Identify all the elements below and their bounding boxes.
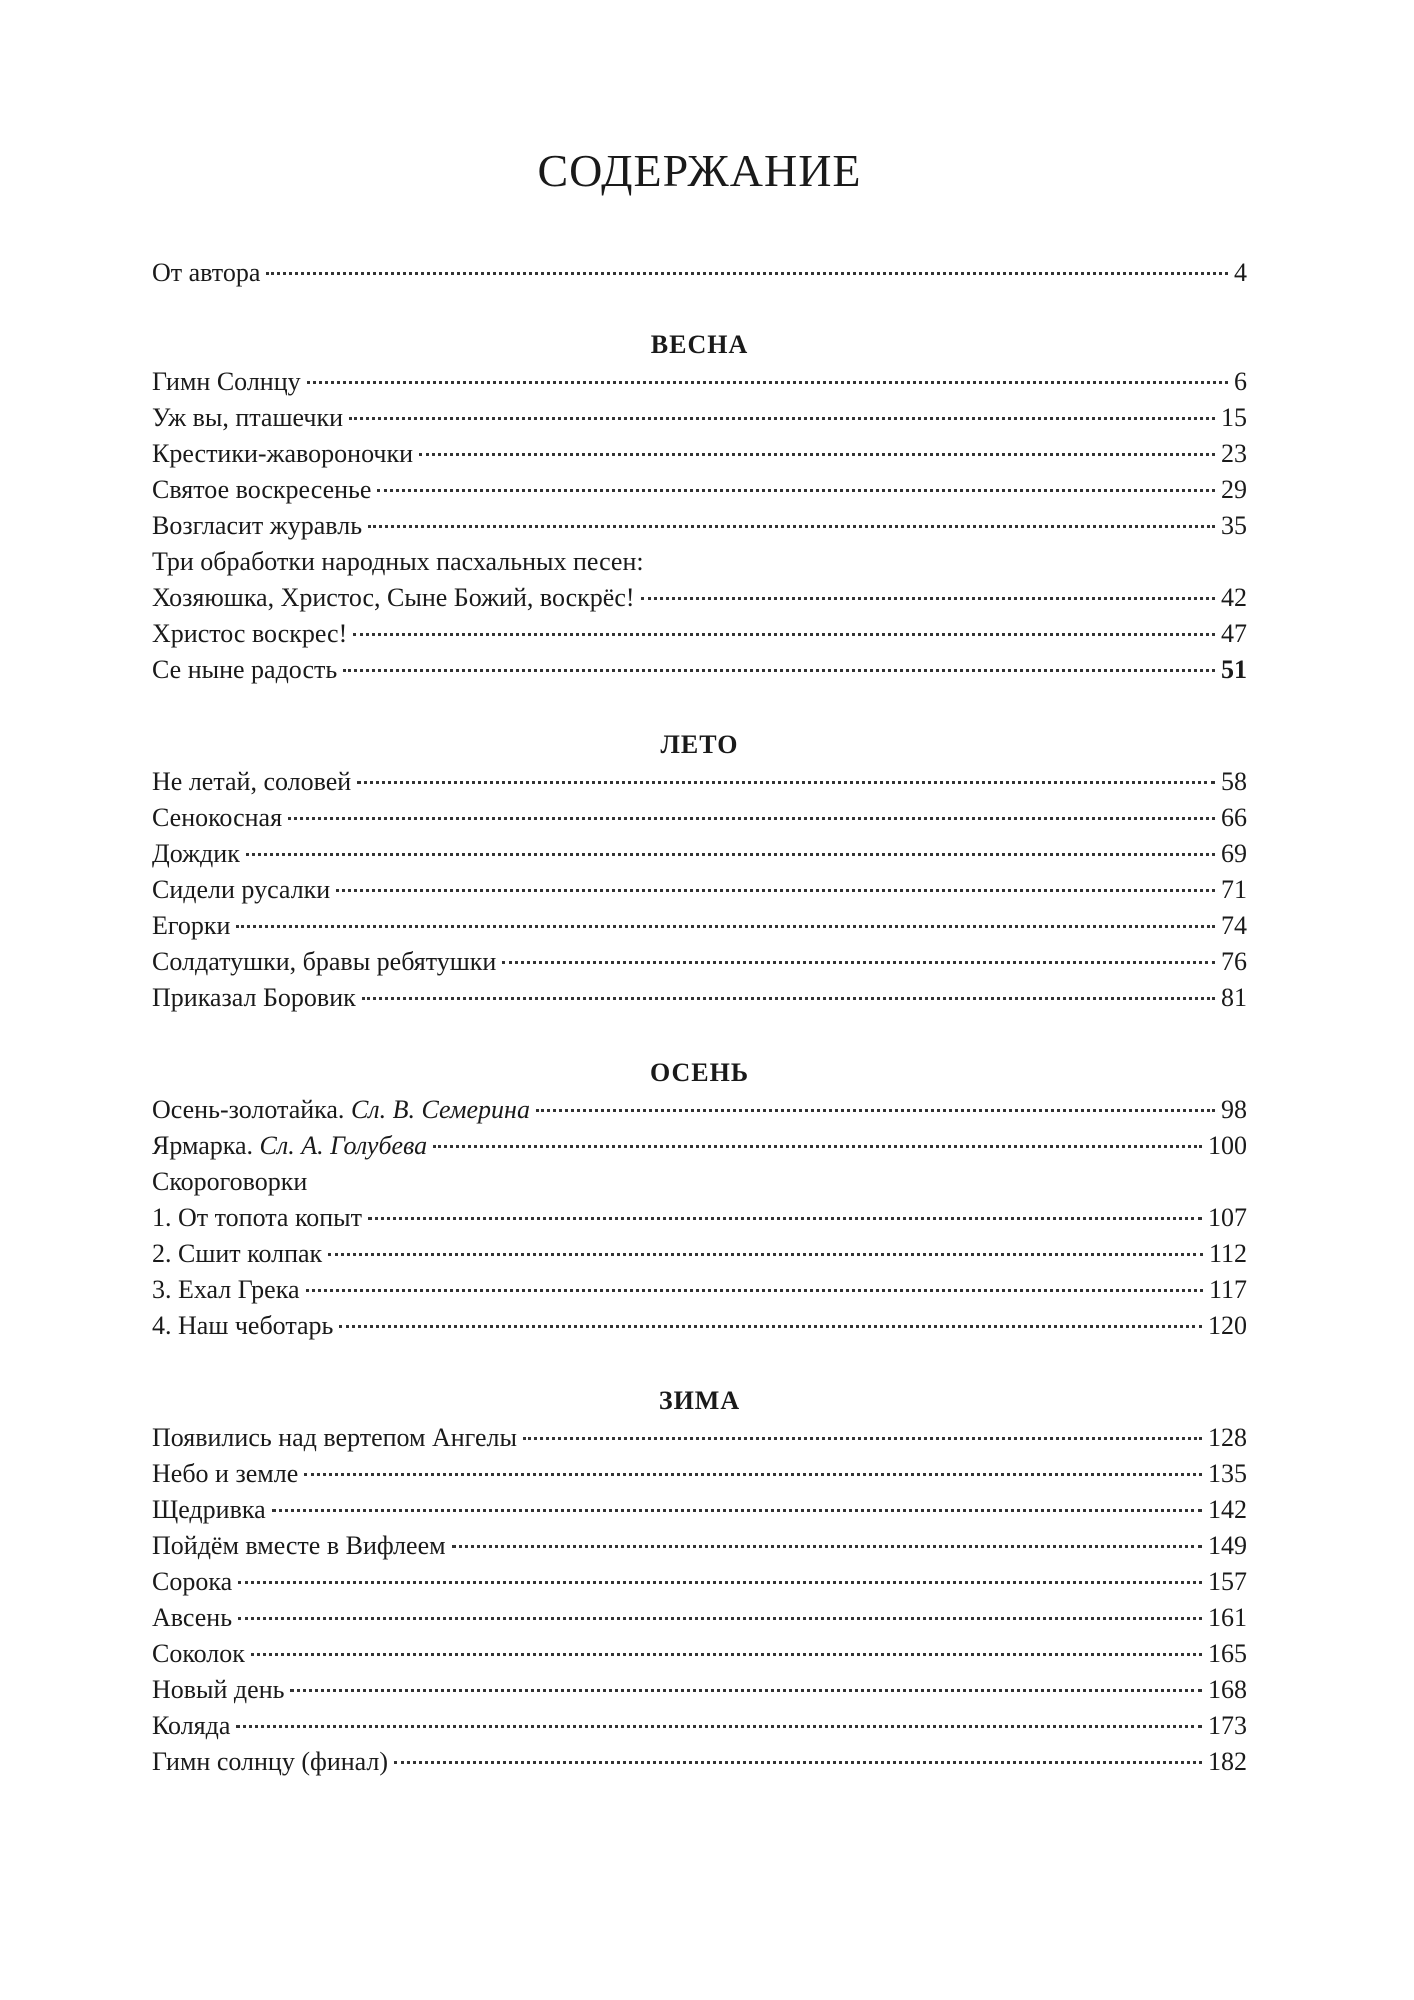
toc-entry-credit: Сл. В. Семерина: [350, 1095, 530, 1124]
toc-entry-title: Дождик: [152, 839, 240, 868]
toc-entry-title: Сенокосная: [152, 803, 283, 832]
dot-leader: [238, 1581, 1202, 1584]
toc-entry[interactable]: [152, 616, 1247, 652]
toc-entry-title: Гимн солнцу (финал): [152, 1747, 389, 1776]
dot-leader: [306, 1289, 1203, 1292]
page-title: СОДЕРЖАНИЕ: [537, 145, 862, 196]
toc-entry-title: Солдатушки, бравы ребятушки: [152, 947, 497, 976]
toc-entry-page: 47: [1221, 619, 1247, 648]
toc-entry-title: Ярмарка. Сл. А. Голубева: [152, 1131, 428, 1160]
toc-entry[interactable]: [152, 1236, 1247, 1272]
toc-entry-title: Щедривка: [152, 1495, 266, 1524]
toc-entry-page: 98: [1221, 1095, 1247, 1124]
toc-entry-page: 71: [1221, 875, 1247, 904]
toc-subgroup-heading: Скороговорки: [152, 1167, 308, 1196]
toc-entry-title: Осень-золотайка. Сл. В. Семерина: [152, 1095, 530, 1124]
dot-leader: [288, 817, 1215, 820]
toc-entry[interactable]: [152, 872, 1247, 908]
toc-entry-page: 58: [1221, 767, 1247, 796]
dot-leader: [266, 272, 1228, 275]
toc-entry-title: Егорки: [152, 911, 231, 940]
toc-entry-title: 3. Ехал Грека: [152, 1275, 300, 1304]
toc-entry-title: Не летай, соловей: [152, 767, 352, 796]
toc-entry-page: 76: [1221, 947, 1247, 976]
toc-entry[interactable]: [152, 1672, 1247, 1708]
toc-entry-title: Христос воскрес!: [152, 619, 348, 648]
toc-entry-title: Се ныне радость: [152, 655, 338, 684]
toc-subgroup-heading: Три обработки народных пасхальных песен:: [152, 547, 644, 576]
toc-entry-title: Крестики-жавороночки: [152, 439, 414, 468]
toc-entry-page: 182: [1208, 1747, 1247, 1776]
toc-entry-page: 29: [1221, 475, 1247, 504]
toc-entry[interactable]: [152, 1708, 1247, 1744]
dot-leader: [343, 669, 1215, 672]
toc-entry[interactable]: [152, 764, 1247, 800]
toc-entry-page: 42: [1221, 583, 1247, 612]
toc-entry-title: Сорока: [152, 1567, 233, 1596]
toc-entry-title: Гимн Солнцу: [152, 367, 301, 396]
toc-entry-title: Сидели русалки: [152, 875, 331, 904]
toc-entry[interactable]: [152, 400, 1247, 436]
toc-entry[interactable]: [152, 1744, 1247, 1780]
toc-entry-page: 112: [1208, 1239, 1247, 1268]
toc-entry-page: 66: [1221, 803, 1247, 832]
toc-entry[interactable]: [152, 580, 1247, 616]
toc-entry-intro[interactable]: [152, 255, 1247, 291]
toc-entry[interactable]: [152, 364, 1247, 400]
toc-entry-title: 2. Сшит колпак: [152, 1239, 323, 1268]
dot-leader: [349, 417, 1215, 420]
toc-entry[interactable]: [152, 1564, 1247, 1600]
dot-leader: [433, 1145, 1202, 1148]
toc-entry-title: Коляда: [152, 1711, 231, 1740]
toc-entry-title: Приказал Боровик: [152, 983, 356, 1012]
toc-entry-page: 157: [1208, 1567, 1247, 1596]
toc-entry-page: 128: [1208, 1423, 1247, 1452]
toc-entry-page: 107: [1208, 1203, 1247, 1232]
toc-entry-page: 173: [1208, 1711, 1247, 1740]
section-heading-autumn: ОСЕНЬ: [649, 1058, 750, 1087]
toc-entry-title: Новый день: [152, 1675, 285, 1704]
toc-entry-title: Хозяюшка, Христос, Сыне Божий, воскрёс!: [152, 583, 635, 612]
section-heading-winter: ЗИМА: [658, 1386, 741, 1415]
toc-entry[interactable]: [152, 1420, 1247, 1456]
dot-leader: [307, 381, 1228, 384]
toc-entry[interactable]: [152, 1308, 1247, 1344]
toc-entry[interactable]: [152, 1092, 1247, 1128]
toc-entry[interactable]: [152, 472, 1247, 508]
toc-entry-page: 168: [1208, 1675, 1247, 1704]
dot-leader: [236, 925, 1215, 928]
toc-entry[interactable]: [152, 944, 1247, 980]
toc-entry-page: 117: [1208, 1275, 1247, 1304]
dot-leader: [394, 1761, 1202, 1764]
dot-leader: [523, 1437, 1202, 1440]
toc-entry-title: 4. Наш чеботарь: [152, 1311, 334, 1340]
dot-leader: [290, 1689, 1202, 1692]
toc-entry-title: Соколок: [152, 1639, 245, 1668]
toc-page: [152, 0, 1247, 2000]
dot-leader: [336, 889, 1215, 892]
toc-entry-title: Уж вы, пташечки: [152, 403, 344, 432]
toc-entry-page: 15: [1221, 403, 1247, 432]
toc-entry-title: Святое воскресенье: [152, 475, 372, 504]
toc-entry-credit: Сл. А. Голубева: [259, 1131, 428, 1160]
toc-entry[interactable]: [152, 508, 1247, 544]
toc-entry[interactable]: [152, 980, 1247, 1016]
toc-entry[interactable]: [152, 436, 1247, 472]
toc-entry[interactable]: [152, 908, 1247, 944]
toc-entry[interactable]: [152, 1600, 1247, 1636]
dot-leader: [362, 997, 1215, 1000]
dot-leader: [246, 853, 1215, 856]
toc-entry[interactable]: [152, 1128, 1247, 1164]
toc-entry-title: 1. От топота копыт: [152, 1203, 363, 1232]
dot-leader: [357, 781, 1215, 784]
toc-entry-page: 35: [1221, 511, 1247, 540]
dot-leader: [238, 1617, 1202, 1620]
dot-leader: [641, 597, 1215, 600]
toc-entry-title: Возгласит журавль: [152, 511, 363, 540]
dot-leader: [368, 1217, 1202, 1220]
toc-entry[interactable]: [152, 800, 1247, 836]
toc-entry-title: От автора: [152, 258, 261, 287]
toc-entry-title: Появились над вертепом Ангелы: [152, 1423, 517, 1452]
toc-entry[interactable]: [152, 1492, 1247, 1528]
dot-leader: [328, 1253, 1203, 1256]
toc-entry-page: 69: [1221, 839, 1247, 868]
toc-entry-page: 4: [1234, 258, 1247, 287]
toc-entry-page: 51: [1221, 655, 1247, 684]
toc-entry-page: 74: [1221, 911, 1247, 940]
toc-entry-page: 165: [1208, 1639, 1247, 1668]
toc-entry-page: 120: [1208, 1311, 1247, 1340]
toc-entry-page: 100: [1208, 1131, 1247, 1160]
section-heading-summer: ЛЕТО: [660, 730, 739, 759]
dot-leader: [536, 1109, 1215, 1112]
toc-entry-page: 81: [1221, 983, 1247, 1012]
dot-leader: [377, 489, 1215, 492]
toc-entry-title: Пойдём вместе в Вифлеем: [152, 1531, 446, 1560]
dot-leader: [452, 1545, 1202, 1548]
dot-leader: [339, 1325, 1202, 1328]
toc-entry[interactable]: [152, 1528, 1247, 1564]
dot-leader: [353, 633, 1215, 636]
dot-leader: [419, 453, 1215, 456]
dot-leader: [304, 1473, 1202, 1476]
toc-entry-title: Авсень: [152, 1603, 233, 1632]
toc-entry[interactable]: [152, 652, 1247, 688]
toc-entry-page: 161: [1208, 1603, 1247, 1632]
toc-entry[interactable]: [152, 1636, 1247, 1672]
dot-leader: [368, 525, 1215, 528]
toc-entry[interactable]: [152, 1456, 1247, 1492]
toc-entry[interactable]: [152, 1200, 1247, 1236]
dot-leader: [236, 1725, 1202, 1728]
toc-entry[interactable]: [152, 1272, 1247, 1308]
toc-entry-title: Небо и земле: [152, 1459, 299, 1488]
dot-leader: [272, 1509, 1202, 1512]
toc-entry-page: 149: [1208, 1531, 1247, 1560]
toc-entry-page: 23: [1221, 439, 1247, 468]
dot-leader: [251, 1653, 1202, 1656]
section-heading-spring: ВЕСНА: [650, 330, 749, 359]
toc-entry-page: 142: [1208, 1495, 1247, 1524]
toc-entry-page: 135: [1208, 1459, 1247, 1488]
dot-leader: [502, 961, 1215, 964]
toc-entry-page: 6: [1234, 367, 1247, 396]
toc-entry[interactable]: [152, 836, 1247, 872]
